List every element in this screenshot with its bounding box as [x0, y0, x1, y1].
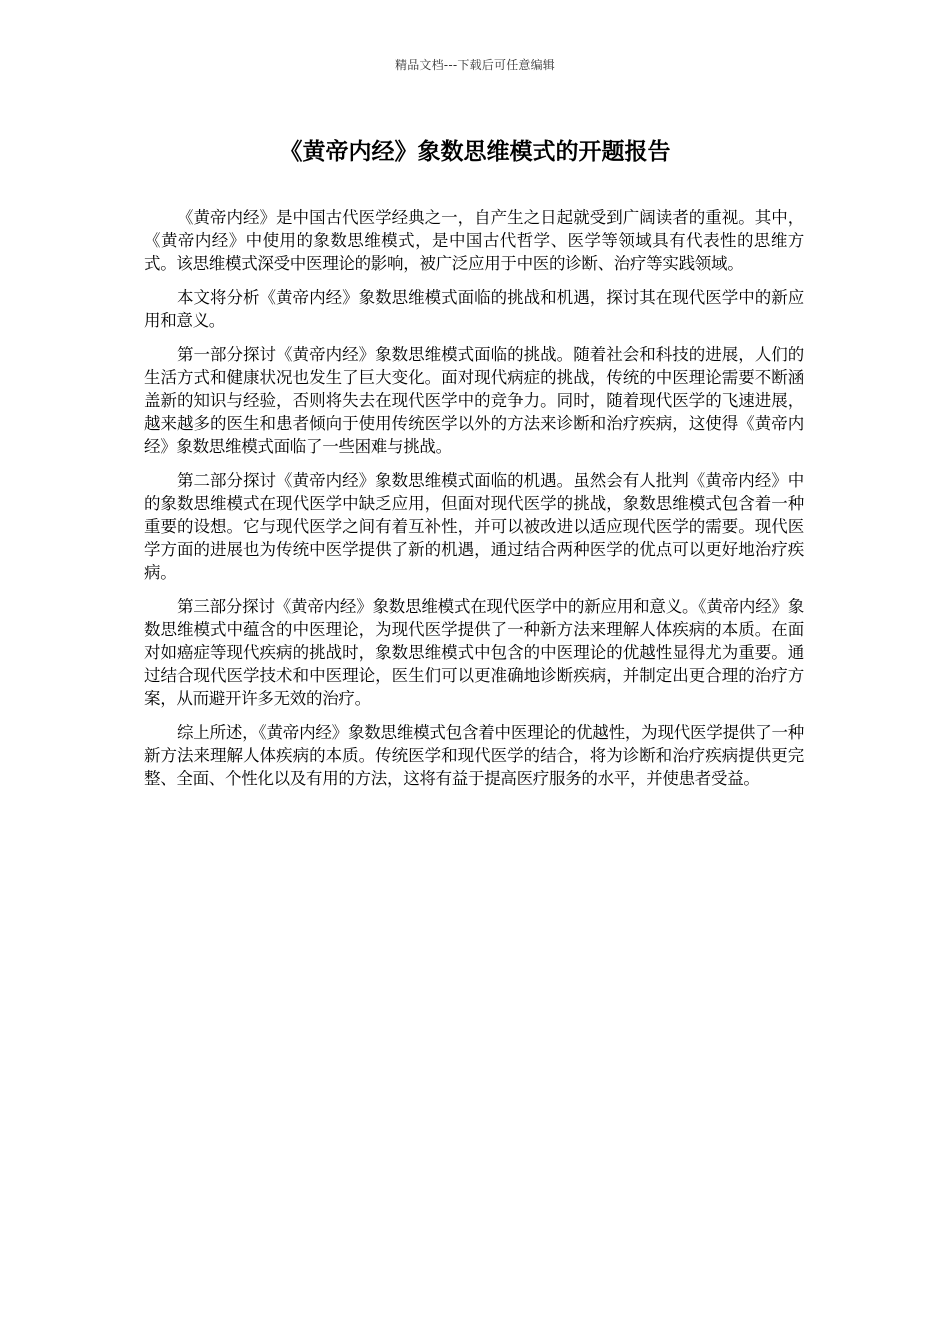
page-header: 精品文档---下载后可任意编辑: [395, 58, 555, 72]
paragraph-conclusion: 综上所述，《黄帝内经》象数思维模式包含着中医理论的优越性，为现代医学提供了一种新方法来理解人体疾病的本质。传统医学和现代医学的结合，将为诊断和治疗疾病提供更完整、全面、个性化以及有用的方法，这将有益于提高医疗服务的水平，并使患者受益。: [144, 723, 804, 788]
paragraph-part-three: 第三部分探讨《黄帝内经》象数思维模式在现代医学中的新应用和意义。《黄帝内经》象数思维模式中蕴含的中医理论，为现代医学提供了一种新方法来理解人体疾病的本质。在面对如癌症等现代疾病的挑战时，象数思维模式中包含的中医理论的优越性显得尤为重要。通过结合现代医学技术和中医理论，医生们可以更准确地诊断疾病，并制定出更合理的治疗方案，从而避开许多无效的治疗。: [144, 597, 804, 708]
paragraph-purpose: 本文将分析《黄帝内经》象数思维模式面临的挑战和机遇，探讨其在现代医学中的新应用和意义。: [144, 288, 804, 330]
document-title: 《黄帝内经》象数思维模式的开题报告: [279, 139, 671, 165]
paragraph-intro: 《黄帝内经》是中国古代医学经典之一，自产生之日起就受到广阔读者的重视。其中，《黄帝内经》中使用的象数思维模式，是中国古代哲学、医学等领域具有代表性的思维方式。该思维模式深受中医理论的影响，被广泛应用于中医的诊断、治疗等实践领域。: [144, 208, 804, 273]
paragraph-part-two: 第二部分探讨《黄帝内经》象数思维模式面临的机遇。虽然会有人批判《黄帝内经》中的象数思维模式在现代医学中缺乏应用，但面对现代医学的挑战，象数思维模式包含着一种重要的设想。它与现代医学之间有着互补性，并可以被改进以适应现代医学的需要。现代医学方面的进展也为传统中医学提供了新的机遇，通过结合两种医学的优点可以更好地治疗疾病。: [144, 471, 804, 582]
document-body: [144, 206, 804, 801]
paragraph-part-one: 第一部分探讨《黄帝内经》象数思维模式面临的挑战。随着社会和科技的进展，人们的生活方式和健康状况也发生了巨大变化。面对现代病症的挑战，传统的中医理论需要不断涵盖新的知识与经验，否则将失去在现代医学中的竞争力。同时，随着现代医学的飞速进展，越来越多的医生和患者倾向于使用传统医学以外的方法来诊断和治疗疾病，这使得《黄帝内经》象数思维模式面临了一些困难与挑战。: [144, 345, 804, 456]
